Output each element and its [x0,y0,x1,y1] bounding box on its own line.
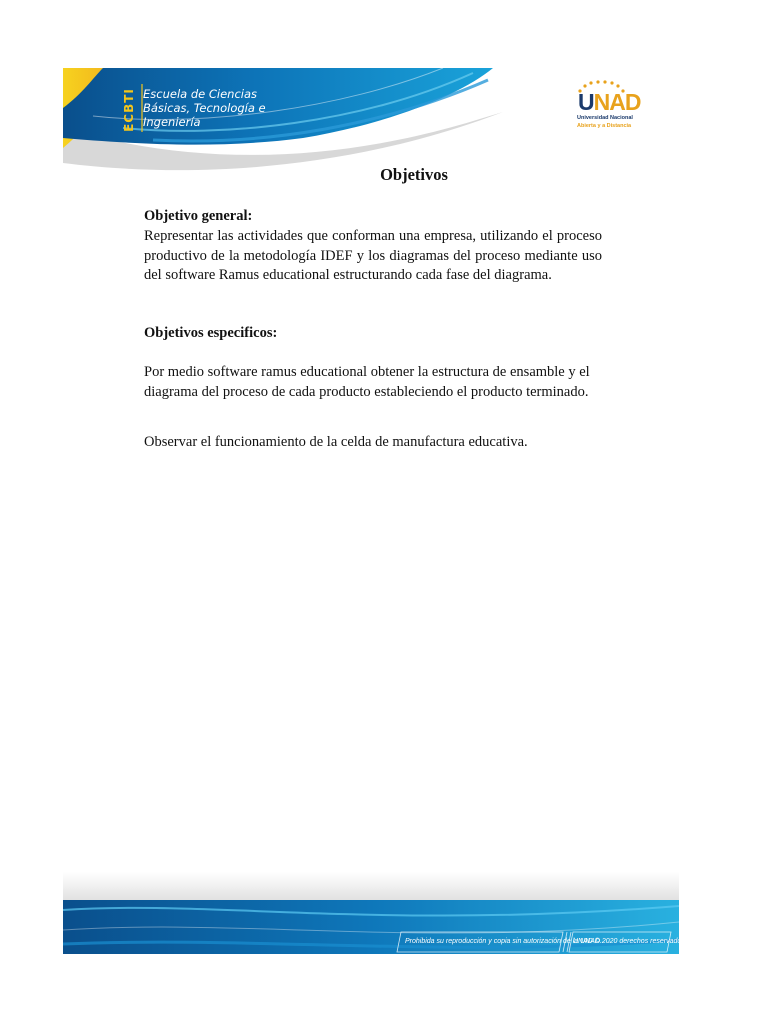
general-objective-heading: Objetivo general: [144,208,253,224]
general-objective-text: Representar las actividades que conforman una empresa, utilizando el proceso productivo de la metodología IDEF y los diagramas del proceso mediante uso del software Ramus educational estructurando cada fase del diagrama. [144,228,602,283]
school-name-line: Básicas, Tecnología e [143,101,266,115]
logo-subtitle-1: Universidad Nacional [577,115,633,121]
logo-wordmark [578,91,640,113]
ecbti-tag [119,84,139,136]
footer-shadow [63,872,679,902]
ecbti-tag-text: ECBTI [122,88,136,132]
footer-banner [63,900,679,954]
unad-logo [576,80,642,134]
specific-objective-item: Observar el funcionamiento de la celda de manufactura educativa. [144,434,528,450]
specific-objective-item: Por medio software ramus educational obtener la estructura de ensamble y el diagrama del proceso de cada producto estableciendo el producto terminado. [144,364,590,400]
page-title: Objetivos [380,165,448,184]
school-name-line: Ingeniería [143,115,201,129]
footer-banner-graphic [63,900,679,954]
logo-letters-nad: NAD [593,89,641,115]
specific-objectives-heading: Objetivos especificos: [144,325,278,341]
school-name [143,87,303,129]
footer-notice: Prohibida su reproducción y copia sin autorización de la UNAD. [405,938,602,945]
logo-subtitle-2: Abierta y a Distancia [577,123,632,129]
logo-letter-u: U [578,89,594,115]
footer-rights: UNAD © 2020 derechos reservados. [573,938,687,945]
school-name-line: Escuela de Ciencias [143,87,258,101]
